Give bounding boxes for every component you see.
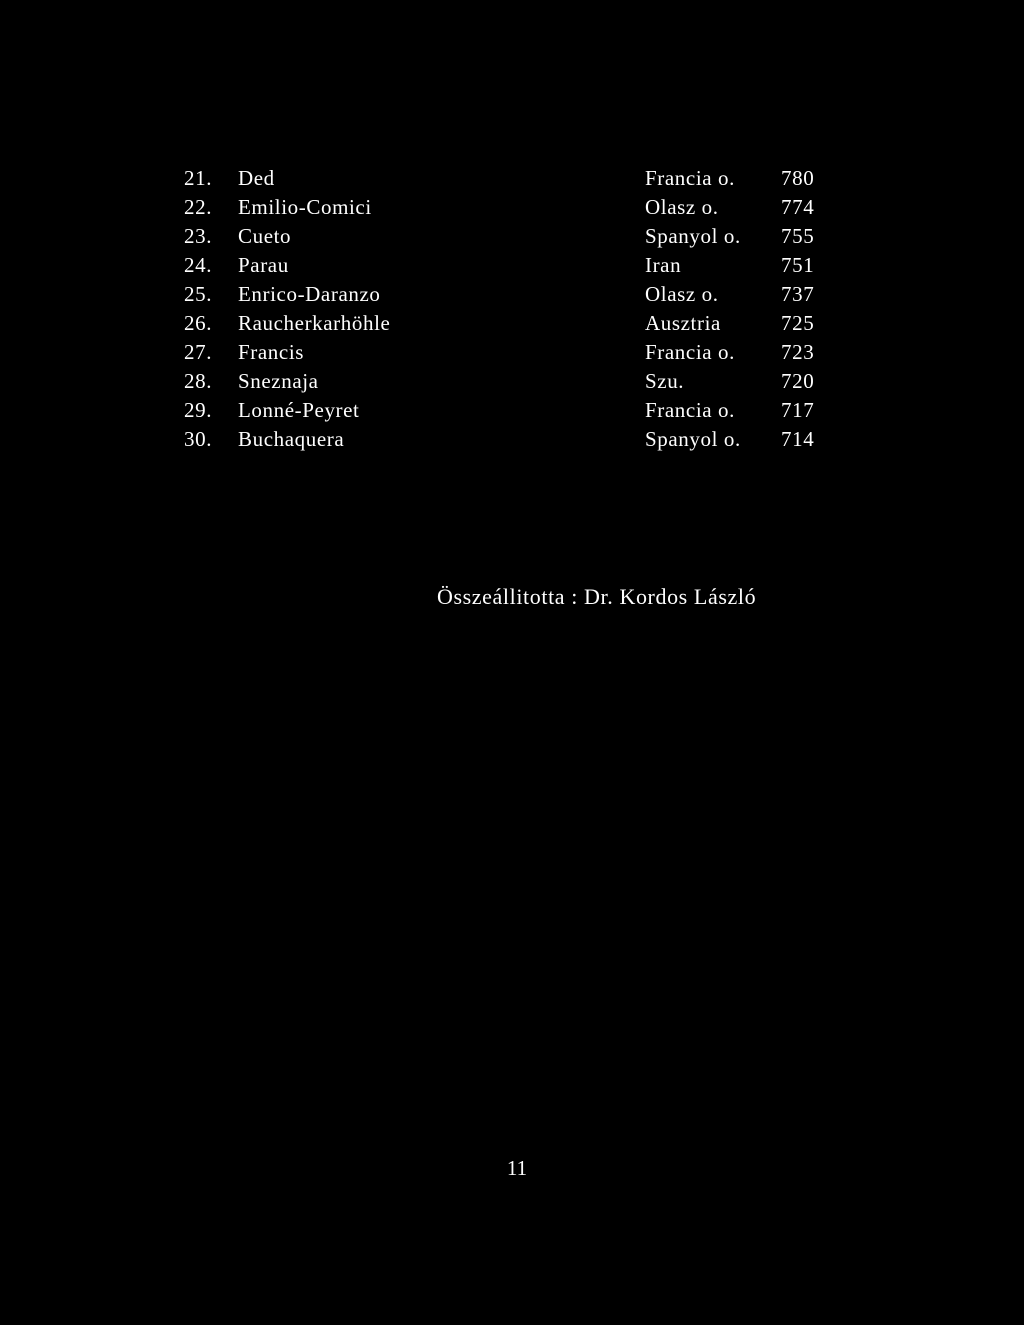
cave-country: Francia o. [645, 166, 735, 190]
cave-depth: 723 [781, 340, 815, 364]
cave-name: Ded [238, 166, 275, 190]
cave-country: Iran [645, 253, 682, 277]
cave-name: Raucherkarhöhle [238, 311, 391, 335]
list-item [0, 309, 1024, 338]
list-item [0, 164, 1024, 193]
page-number: 11 [506, 1156, 528, 1180]
list-item [0, 251, 1024, 280]
cave-name: Lonné-Peyret [238, 398, 360, 422]
cave-rank: 21. [184, 166, 213, 190]
cave-rank: 24. [184, 253, 213, 277]
cave-name: Parau [238, 253, 289, 277]
cave-rank: 23. [184, 224, 213, 248]
cave-depth: 720 [781, 369, 815, 393]
cave-name: Sneznaja [238, 369, 319, 393]
cave-depth: 714 [781, 427, 815, 451]
cave-depth: 774 [781, 195, 815, 219]
cave-depth: 725 [781, 311, 815, 335]
cave-country: Olasz o. [645, 195, 719, 219]
cave-rank: 28. [184, 369, 213, 393]
list-item [0, 367, 1024, 396]
cave-country: Olasz o. [645, 282, 719, 306]
cave-name: Cueto [238, 224, 292, 248]
cave-country: Ausztria [645, 311, 721, 335]
cave-country: Spanyol o. [645, 427, 741, 451]
cave-depth: 737 [781, 282, 815, 306]
list-item [0, 222, 1024, 251]
cave-rank: 29. [184, 398, 213, 422]
list-item [0, 193, 1024, 222]
cave-rank: 25. [184, 282, 213, 306]
cave-depth: 780 [781, 166, 815, 190]
cave-name: Buchaquera [238, 427, 345, 451]
list-item [0, 280, 1024, 309]
cave-rank: 22. [184, 195, 213, 219]
cave-depth: 751 [781, 253, 815, 277]
cave-rank: 30. [184, 427, 213, 451]
compiler-credit: Összeállitotta : Dr. Kordos László [437, 584, 757, 609]
list-item [0, 396, 1024, 425]
cave-country: Spanyol o. [645, 224, 741, 248]
cave-country: Francia o. [645, 340, 735, 364]
cave-name: Francis [238, 340, 305, 364]
cave-name: Emilio-Comici [238, 195, 372, 219]
cave-depth: 755 [781, 224, 815, 248]
list-item [0, 338, 1024, 367]
list-item [0, 425, 1024, 454]
cave-rank: 27. [184, 340, 213, 364]
cave-country: Szu. [645, 369, 685, 393]
cave-depth: 717 [781, 398, 815, 422]
cave-rank: 26. [184, 311, 213, 335]
cave-country: Francia o. [645, 398, 735, 422]
cave-depth-list [0, 164, 1024, 454]
cave-name: Enrico-Daranzo [238, 282, 381, 306]
